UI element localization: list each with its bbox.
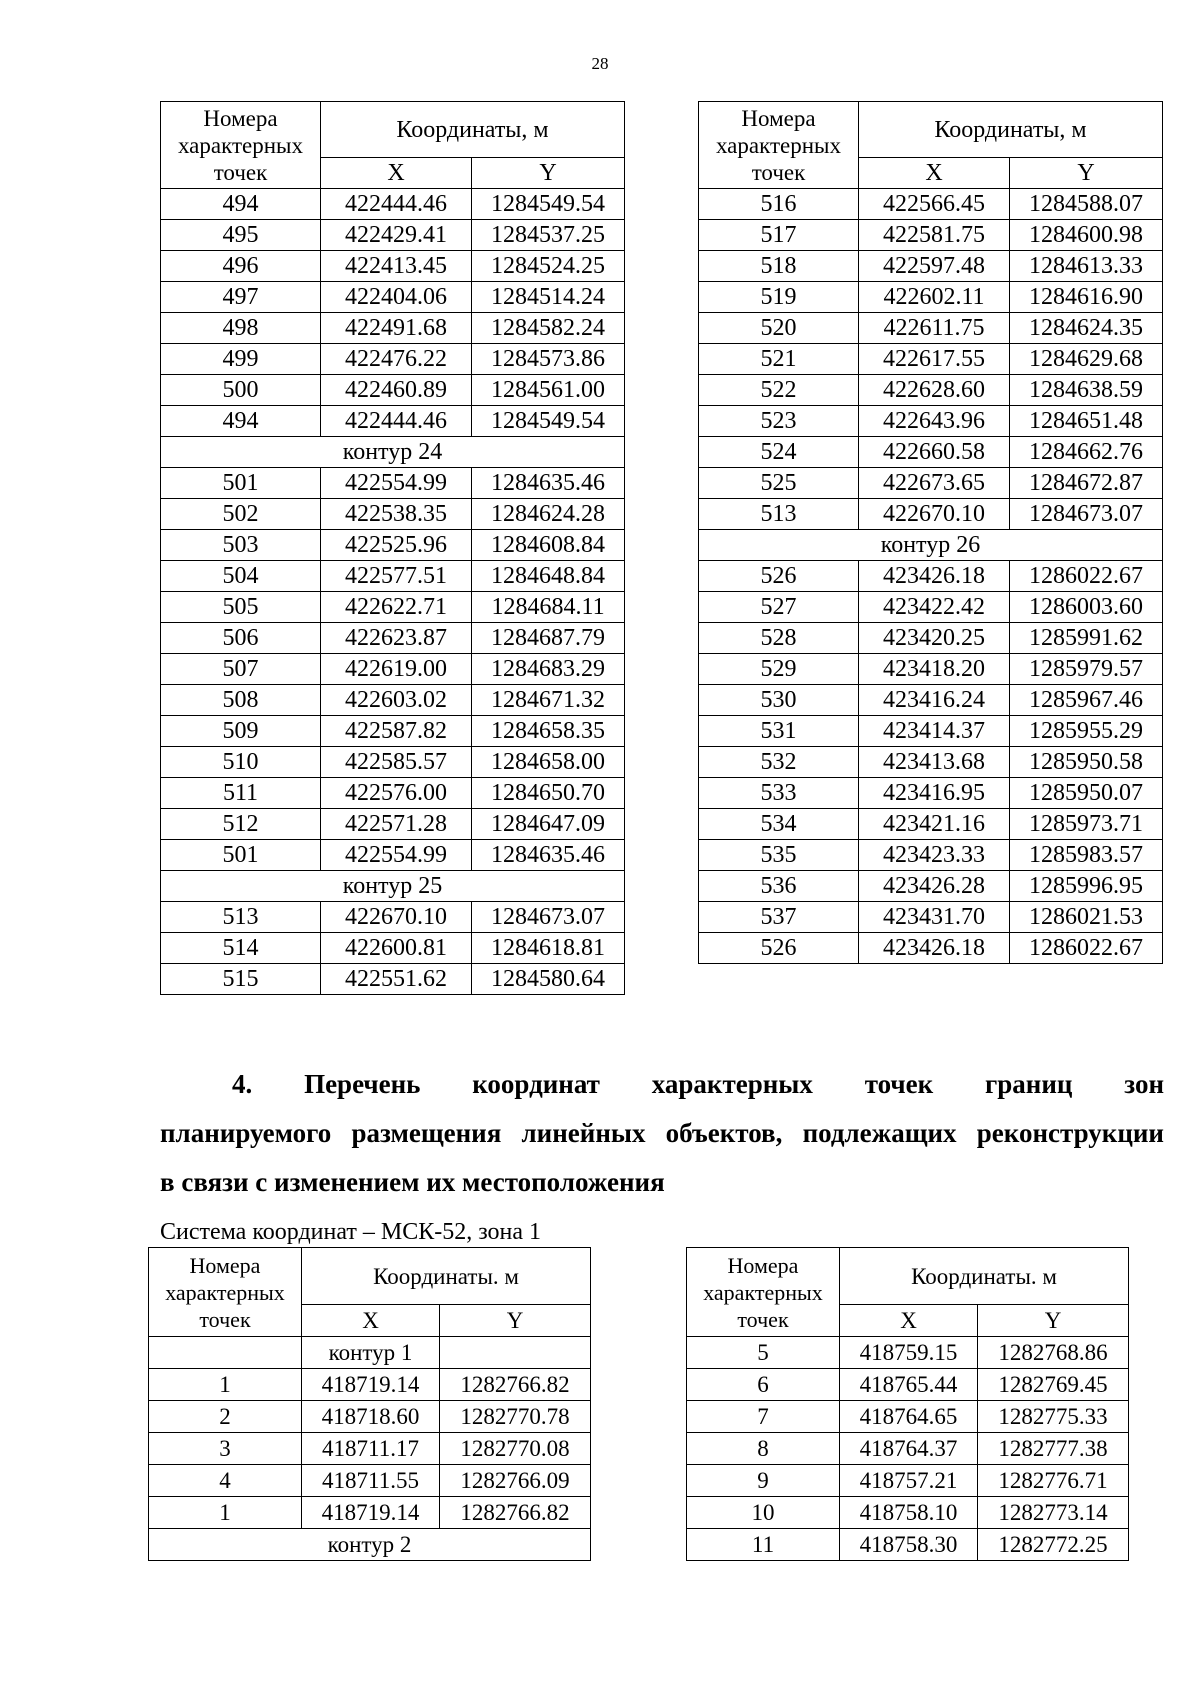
point-number: 516 [699,189,859,220]
heading-word: зон [1124,1069,1164,1099]
coordinate-x: 422576.00 [321,778,472,809]
table-row [161,747,625,778]
coordinate-y: 1284635.46 [472,840,625,871]
coordinate-x: 422660.58 [859,437,1010,468]
coordinate-x: 423413.68 [859,747,1010,778]
coordinate-y: 1284618.81 [472,933,625,964]
coordinate-y: 1282766.09 [440,1465,591,1497]
coordinate-x: 422673.65 [859,468,1010,499]
coordinate-x: 418764.65 [840,1401,978,1433]
coordinate-y: 1282777.38 [978,1433,1129,1465]
header-row [687,1248,1129,1305]
section-heading [160,1060,1164,1207]
table-row [687,1497,1129,1529]
point-number: 534 [699,809,859,840]
heading-word: точек [864,1069,934,1099]
table-row [699,251,1163,282]
point-number: 503 [161,530,321,561]
header-coordinates: Координаты. м [302,1248,591,1305]
contour-row [149,1529,591,1561]
table-row [161,189,625,220]
table-row [699,189,1163,220]
header-row [149,1248,591,1305]
coordinate-y: 1284537.25 [472,220,625,251]
coordinate-y: 1285950.07 [1010,778,1163,809]
table-row [161,902,625,933]
coordinate-x: 418759.15 [840,1337,978,1369]
contour-label: контур 1 [302,1337,440,1369]
coordinate-y: 1282770.78 [440,1401,591,1433]
heading-word: границ [984,1069,1073,1099]
point-number: 497 [161,282,321,313]
coordinate-y: 1282768.86 [978,1337,1129,1369]
coordinate-y: 1282772.25 [978,1529,1129,1561]
coordinate-x: 418711.55 [302,1465,440,1497]
coordinate-y: 1284573.86 [472,344,625,375]
point-number: 521 [699,344,859,375]
coordinate-y: 1284651.48 [1010,406,1163,437]
coordinate-x: 422600.81 [321,933,472,964]
point-number: 1 [149,1497,302,1529]
coordinate-y: 1284662.76 [1010,437,1163,468]
table-row [699,933,1163,964]
heading-line-2: планируемого размещения линейных объектов, подлежащих реконструкции [160,1118,1164,1148]
point-number: 495 [161,220,321,251]
table-row [161,561,625,592]
coordinate-y: 1284600.98 [1010,220,1163,251]
heading-line-3: в связи с изменением их местоположения [160,1167,665,1197]
point-number: 494 [161,189,321,220]
coordinate-y: 1286003.60 [1010,592,1163,623]
coordinate-y: 1285973.71 [1010,809,1163,840]
coordinate-y: 1284524.25 [472,251,625,282]
coordinate-y: 1284580.64 [472,964,625,995]
coordinate-x: 422587.82 [321,716,472,747]
point-number: 499 [161,344,321,375]
point-number: 8 [687,1433,840,1465]
point-number: 522 [699,375,859,406]
coordinate-y: 1285991.62 [1010,623,1163,654]
coordinate-y: 1286021.53 [1010,902,1163,933]
coordinate-x: 423416.95 [859,778,1010,809]
table-row [699,437,1163,468]
coordinate-y: 1284683.29 [472,654,625,685]
coordinate-y: 1284672.87 [1010,468,1163,499]
coordinate-x: 422577.51 [321,561,472,592]
coordinate-x: 422460.89 [321,375,472,406]
point-number: 535 [699,840,859,871]
contour-row [161,437,625,468]
coordinate-x: 422670.10 [321,902,472,933]
table-row [161,530,625,561]
page-number: 28 [591,54,609,73]
point-number: 511 [161,778,321,809]
point-number: 512 [161,809,321,840]
coordinate-x: 422619.00 [321,654,472,685]
point-number: 514 [161,933,321,964]
point-number: 513 [161,902,321,933]
coordinate-x: 422551.62 [321,964,472,995]
coordinate-x: 418765.44 [840,1369,978,1401]
point-number: 527 [699,592,859,623]
table-row [161,840,625,871]
table-row [687,1433,1129,1465]
coordinate-x: 418758.10 [840,1497,978,1529]
coordinate-y: 1284629.68 [1010,344,1163,375]
header-point-numbers: Номера характерных точек [161,102,321,189]
coordinate-y: 1284608.84 [472,530,625,561]
point-number: 494 [161,406,321,437]
coordinate-y: 1282766.82 [440,1369,591,1401]
table-row [161,282,625,313]
point-number: 532 [699,747,859,778]
header-y: Y [440,1305,591,1337]
point-number: 519 [699,282,859,313]
coordinate-x: 422623.87 [321,623,472,654]
coordinate-x: 423421.16 [859,809,1010,840]
coordinate-y: 1284616.90 [1010,282,1163,313]
table-row [687,1401,1129,1433]
point-number: 500 [161,375,321,406]
coordinate-x: 422444.46 [321,189,472,220]
coordinates-table-top-left [160,101,625,995]
header-x: X [302,1305,440,1337]
table-row [161,406,625,437]
coordinate-x: 423416.24 [859,685,1010,716]
coordinate-y: 1284647.09 [472,809,625,840]
point-number: 9 [687,1465,840,1497]
table-row [161,964,625,995]
coordinate-y: 1284561.00 [472,375,625,406]
heading-word: характерных [651,1069,813,1099]
coordinate-x: 422617.55 [859,344,1010,375]
coordinate-x: 422602.11 [859,282,1010,313]
table-row [149,1401,591,1433]
coordinates-table-top-right [698,101,1163,964]
coordinate-y: 1282776.71 [978,1465,1129,1497]
table-row [699,778,1163,809]
point-number: 507 [161,654,321,685]
table-row [161,623,625,654]
contour-label: контур 26 [699,530,1163,561]
coordinate-x: 422611.75 [859,313,1010,344]
table-row [161,933,625,964]
point-number: 502 [161,499,321,530]
coordinate-y: 1284658.00 [472,747,625,778]
header-y: Y [1010,158,1163,189]
coordinate-x: 418764.37 [840,1433,978,1465]
coordinate-y: 1284673.07 [1010,499,1163,530]
table-row [699,685,1163,716]
point-number: 3 [149,1433,302,1465]
coordinate-x: 422566.45 [859,189,1010,220]
point-number: 533 [699,778,859,809]
table-row [161,251,625,282]
point-number: 513 [699,499,859,530]
table-row [699,499,1163,530]
coordinate-x: 418719.14 [302,1369,440,1401]
coordinate-y: 1284549.54 [472,189,625,220]
coordinate-y: 1284582.24 [472,313,625,344]
point-number: 2 [149,1401,302,1433]
point-number: 510 [161,747,321,778]
coordinate-system-label: Система координат – МСК-52, зона 1 [160,1219,542,1245]
point-number: 530 [699,685,859,716]
coordinate-y: 1285967.46 [1010,685,1163,716]
table-row [699,344,1163,375]
coordinate-y: 1285996.95 [1010,871,1163,902]
coordinate-y: 1286022.67 [1010,561,1163,592]
coordinates-table-bottom-left [148,1247,591,1561]
header-coordinates: Координаты, м [321,102,625,158]
point-number: 1 [149,1369,302,1401]
table-row [699,840,1163,871]
coordinate-x: 422554.99 [321,468,472,499]
point-number: 508 [161,685,321,716]
coordinate-x: 422444.46 [321,406,472,437]
table-row [687,1465,1129,1497]
table-row [161,468,625,499]
header-point-numbers: Номера характерных точек [687,1248,840,1337]
table-row [687,1529,1129,1561]
point-number: 501 [161,468,321,499]
point-number: 498 [161,313,321,344]
coordinate-x: 423414.37 [859,716,1010,747]
coordinate-y: 1284549.54 [472,406,625,437]
header-y: Y [978,1305,1129,1337]
header-coordinates: Координаты. м [840,1248,1129,1305]
contour-label: контур 25 [161,871,625,902]
point-number: 518 [699,251,859,282]
coordinate-y: 1285950.58 [1010,747,1163,778]
table-row [161,344,625,375]
table-row [149,1433,591,1465]
coordinate-x: 423431.70 [859,902,1010,933]
point-number: 517 [699,220,859,251]
coordinate-x: 422491.68 [321,313,472,344]
coordinate-x: 418757.21 [840,1465,978,1497]
table-row [699,375,1163,406]
coordinate-x: 423426.18 [859,933,1010,964]
table-row [161,809,625,840]
table-row [699,282,1163,313]
point-number: 4 [149,1465,302,1497]
table-row [161,313,625,344]
coordinate-x: 422628.60 [859,375,1010,406]
contour-row [161,871,625,902]
table-row [161,654,625,685]
coordinate-y: 1284650.70 [472,778,625,809]
coordinate-y: 1286022.67 [1010,933,1163,964]
section-number: 4. [232,1069,253,1099]
point-number: 11 [687,1529,840,1561]
coordinate-x: 418758.30 [840,1529,978,1561]
coordinate-x: 422597.48 [859,251,1010,282]
table-row [161,685,625,716]
table-row [699,654,1163,685]
point-number: 501 [161,840,321,871]
table-row [149,1497,591,1529]
header-y: Y [472,158,625,189]
point-number: 5 [687,1337,840,1369]
point-number: 509 [161,716,321,747]
point-number: 537 [699,902,859,933]
contour-row [699,530,1163,561]
coordinate-x: 423418.20 [859,654,1010,685]
coordinate-x: 422413.45 [321,251,472,282]
coordinate-y: 1284648.84 [472,561,625,592]
coordinate-y: 1284638.59 [1010,375,1163,406]
coordinate-x: 423422.42 [859,592,1010,623]
header-row [699,102,1163,158]
coordinate-y: 1282773.14 [978,1497,1129,1529]
coordinate-y: 1282770.08 [440,1433,591,1465]
coordinate-x: 422622.71 [321,592,472,623]
coordinate-x: 418719.14 [302,1497,440,1529]
coordinate-y: 1284613.33 [1010,251,1163,282]
contour-label: контур 2 [149,1529,591,1561]
coordinate-x: 422476.22 [321,344,472,375]
table-row [699,220,1163,251]
point-number: 528 [699,623,859,654]
table-row [699,592,1163,623]
coordinates-table-bottom-right [686,1247,1129,1561]
header-x: X [859,158,1010,189]
table-row [687,1369,1129,1401]
heading-word: Перечень [304,1069,421,1099]
coordinate-y: 1284673.07 [472,902,625,933]
table-row [699,406,1163,437]
coordinate-x: 423426.18 [859,561,1010,592]
point-number: 526 [699,561,859,592]
coordinate-x: 423423.33 [859,840,1010,871]
point-number: 524 [699,437,859,468]
coordinate-x: 423420.25 [859,623,1010,654]
coordinate-x: 422571.28 [321,809,472,840]
contour-label: контур 24 [161,437,625,468]
table-row [699,561,1163,592]
coordinate-y: 1284588.07 [1010,189,1163,220]
empty-cell [149,1337,302,1369]
point-number: 526 [699,933,859,964]
coordinate-x: 422538.35 [321,499,472,530]
coordinate-x: 422643.96 [859,406,1010,437]
coordinate-x: 423426.28 [859,871,1010,902]
coordinate-x: 422429.41 [321,220,472,251]
coordinate-y: 1284514.24 [472,282,625,313]
table-row [161,499,625,530]
coordinate-x: 422585.57 [321,747,472,778]
header-row [161,102,625,158]
table-row [149,1369,591,1401]
table-row [699,747,1163,778]
point-number: 520 [699,313,859,344]
coordinate-y: 1284658.35 [472,716,625,747]
table-row [687,1337,1129,1369]
point-number: 529 [699,654,859,685]
coordinate-y: 1284624.28 [472,499,625,530]
point-number: 505 [161,592,321,623]
table-row [699,313,1163,344]
table-row [161,592,625,623]
coordinate-y: 1285983.57 [1010,840,1163,871]
point-number: 515 [161,964,321,995]
header-coordinates: Координаты, м [859,102,1163,158]
coordinate-x: 422404.06 [321,282,472,313]
point-number: 504 [161,561,321,592]
heading-word: координат [472,1069,600,1099]
table-row [161,375,625,406]
table-row [161,778,625,809]
table-row [161,716,625,747]
point-number: 525 [699,468,859,499]
coordinate-y: 1284684.11 [472,592,625,623]
table-row [699,468,1163,499]
point-number: 536 [699,871,859,902]
coordinate-x: 422603.02 [321,685,472,716]
header-x: X [840,1305,978,1337]
coordinate-y: 1285955.29 [1010,716,1163,747]
coordinate-y: 1282766.82 [440,1497,591,1529]
coordinate-x: 418711.17 [302,1433,440,1465]
table-row [149,1465,591,1497]
table-row [699,871,1163,902]
coordinate-x: 422581.75 [859,220,1010,251]
coordinate-x: 422525.96 [321,530,472,561]
table-row [161,220,625,251]
coordinate-y: 1284671.32 [472,685,625,716]
point-number: 10 [687,1497,840,1529]
coordinate-y: 1284635.46 [472,468,625,499]
point-number: 523 [699,406,859,437]
coordinate-x: 418718.60 [302,1401,440,1433]
point-number: 531 [699,716,859,747]
coordinate-y: 1282775.33 [978,1401,1129,1433]
header-point-numbers: Номера характерных точек [699,102,859,189]
table-row [699,809,1163,840]
coordinate-y: 1282769.45 [978,1369,1129,1401]
table-row [699,902,1163,933]
header-x: X [321,158,472,189]
empty-cell [440,1337,591,1369]
point-number: 506 [161,623,321,654]
contour-row [149,1337,591,1369]
coordinate-x: 422670.10 [859,499,1010,530]
coordinate-y: 1284687.79 [472,623,625,654]
point-number: 496 [161,251,321,282]
heading-line-1 [160,1060,1164,1109]
point-number: 6 [687,1369,840,1401]
point-number: 7 [687,1401,840,1433]
coordinate-y: 1284624.35 [1010,313,1163,344]
coordinate-y: 1285979.57 [1010,654,1163,685]
coordinate-x: 422554.99 [321,840,472,871]
header-point-numbers: Номера характерных точек [149,1248,302,1337]
table-row [699,623,1163,654]
table-row [699,716,1163,747]
